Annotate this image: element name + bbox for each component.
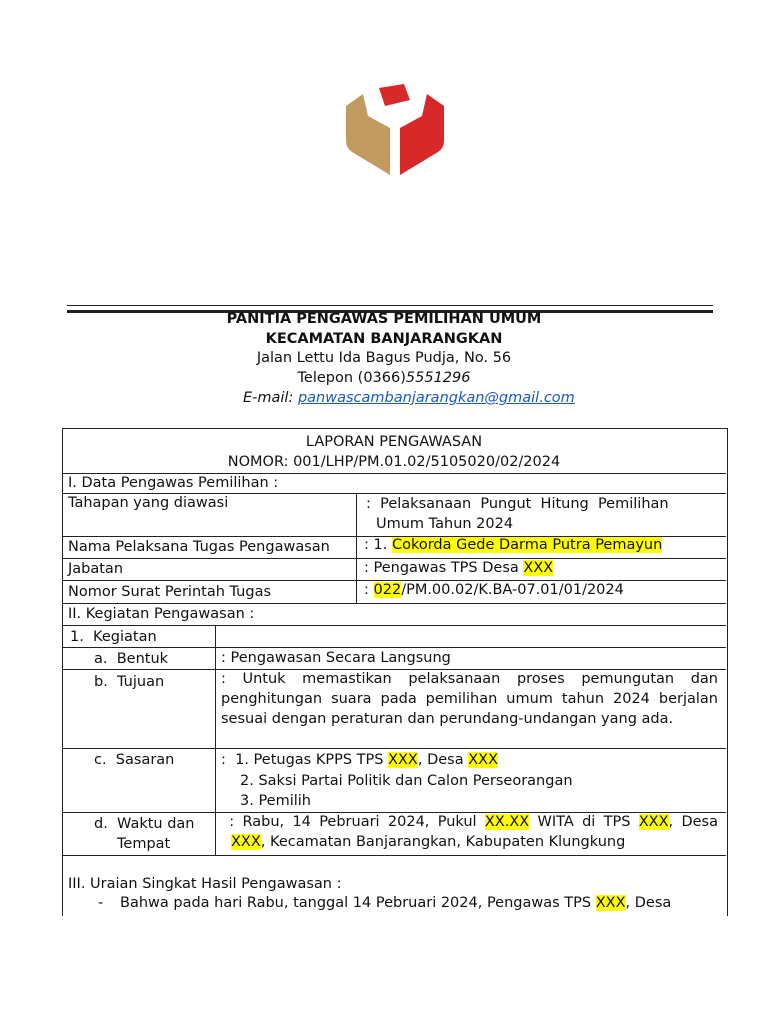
waktu-d: , Kecamatan Banjarangkan, Kabupaten Klungkung <box>260 834 626 850</box>
section2-heading: II. Kegiatan Pengawasan : <box>68 606 255 622</box>
table-col-divider <box>215 625 216 855</box>
section3-heading: III. Uraian Singkat Hasil Pengawasan : <box>68 876 342 892</box>
logo-right-shape <box>400 94 444 175</box>
row-nama-label: Nama Pelaksana Tugas Pengawasan <box>68 539 330 555</box>
row-tahapan-value: : Pelaksanaan Pungut Hitung Pemilihan <box>366 496 669 512</box>
row-tahapan-label: Tahapan yang diawasi <box>68 495 229 511</box>
kegiatan-label: 1. Kegiatan <box>70 629 157 645</box>
tujuan-label: b. Tujuan <box>94 674 165 690</box>
section1-heading: I. Data Pengawas Pemilihan : <box>68 475 279 491</box>
sasaran-item-3: 3. Pemilih <box>240 793 311 809</box>
bawaslu-logo <box>344 84 446 178</box>
table-rule <box>62 748 726 749</box>
email-line <box>243 388 575 408</box>
waktu-value-line2 <box>231 832 625 852</box>
waktu-b: WITA di TPS <box>529 814 639 830</box>
bentuk-label: a. Bentuk <box>94 651 169 667</box>
header-rule-thin <box>67 305 713 306</box>
waktu-time-highlight: XX.XX <box>484 814 530 830</box>
section3-tps-highlight: XXX <box>595 895 626 911</box>
sasaran-1-prefix: : 1. Petugas KPPS TPS <box>221 752 389 768</box>
row-tahapan-value-cont: Umum Tahun 2024 <box>376 516 514 532</box>
row-nama-value <box>364 535 662 555</box>
waktu-label-1: d. Waktu dan <box>94 816 195 832</box>
phone-line <box>0 368 768 388</box>
row-nama-prefix: : 1. <box>364 537 392 553</box>
section3-item-a: Bahwa pada hari Rabu, tanggal 14 Pebruari 2024, Pengawas TPS <box>120 895 596 911</box>
sasaran-item-1 <box>221 750 498 770</box>
email-link[interactable]: panwascambanjarangkan@gmail.com <box>297 390 575 406</box>
section3-item-b: , Desa <box>625 895 672 911</box>
waktu-value-line1 <box>221 812 718 832</box>
sasaran-1-desa-highlight: XXX <box>468 752 499 768</box>
phone-prefix: Telepon (0366) <box>297 370 406 386</box>
sasaran-1-tps-highlight: XXX <box>388 752 418 768</box>
row-nama-highlight: Cokorda Gede Darma Putra Pemayun <box>391 537 663 553</box>
sasaran-label: c. Sasaran <box>94 752 175 768</box>
address: Jalan Lettu Ida Bagus Pudja, No. 56 <box>256 350 512 366</box>
table-rule <box>62 625 726 626</box>
phone-number: 5551296 <box>405 370 471 386</box>
org-name-line1: PANITIA PENGAWAS PEMILIHAN UMUM <box>226 311 542 327</box>
row-nomor-label: Nomor Surat Perintah Tugas <box>68 584 272 600</box>
row-jabatan-value <box>364 558 553 578</box>
bentuk-value: : Pengawasan Secara Langsung <box>221 650 451 666</box>
waktu-desa-highlight: XXX <box>231 834 261 850</box>
sasaran-1-mid: , Desa <box>417 752 469 768</box>
row-nomor-suffix: /PM.00.02/K.BA-07.01/01/2024 <box>401 582 624 598</box>
row-jabatan-label: Jabatan <box>68 561 124 577</box>
row-nomor-value <box>364 580 624 600</box>
table-col-divider <box>356 493 357 603</box>
sasaran-item-2: 2. Saksi Partai Politik dan Calon Perseorangan <box>240 773 573 789</box>
section3-bullet: - <box>98 895 104 911</box>
waktu-tps-highlight: XXX <box>638 814 669 830</box>
waktu-a: : Rabu, 14 Pebruari 2024, Pukul <box>221 814 485 830</box>
logo-ballot-shape <box>379 84 410 106</box>
row-nomor-prefix: : <box>364 582 374 598</box>
logo-left-shape <box>346 94 390 175</box>
email-label: E-mail: <box>243 390 294 406</box>
report-number: NOMOR: 001/LHP/PM.01.02/5105020/02/2024 <box>227 454 561 470</box>
waktu-c: , Desa <box>668 814 718 830</box>
waktu-label-2: Tempat <box>117 836 171 852</box>
tujuan-value: : Untuk memastikan pelaksanaan proses pemungutan dan penghitungan suara pada pemilihan umum tahun 2024 berjalan sesuai dengan peraturan dan perundang-undangan yang ada. <box>221 671 718 727</box>
row-nomor-highlight: 022 <box>373 582 402 598</box>
table-rule <box>62 855 726 856</box>
row-jabatan-prefix: : Pengawas TPS Desa <box>364 560 524 576</box>
section3-item <box>120 893 671 913</box>
org-name-line2: KECAMATAN BANJARANGKAN <box>265 331 503 347</box>
report-title: LAPORAN PENGAWASAN <box>305 434 483 450</box>
row-jabatan-highlight: XXX <box>523 560 554 576</box>
